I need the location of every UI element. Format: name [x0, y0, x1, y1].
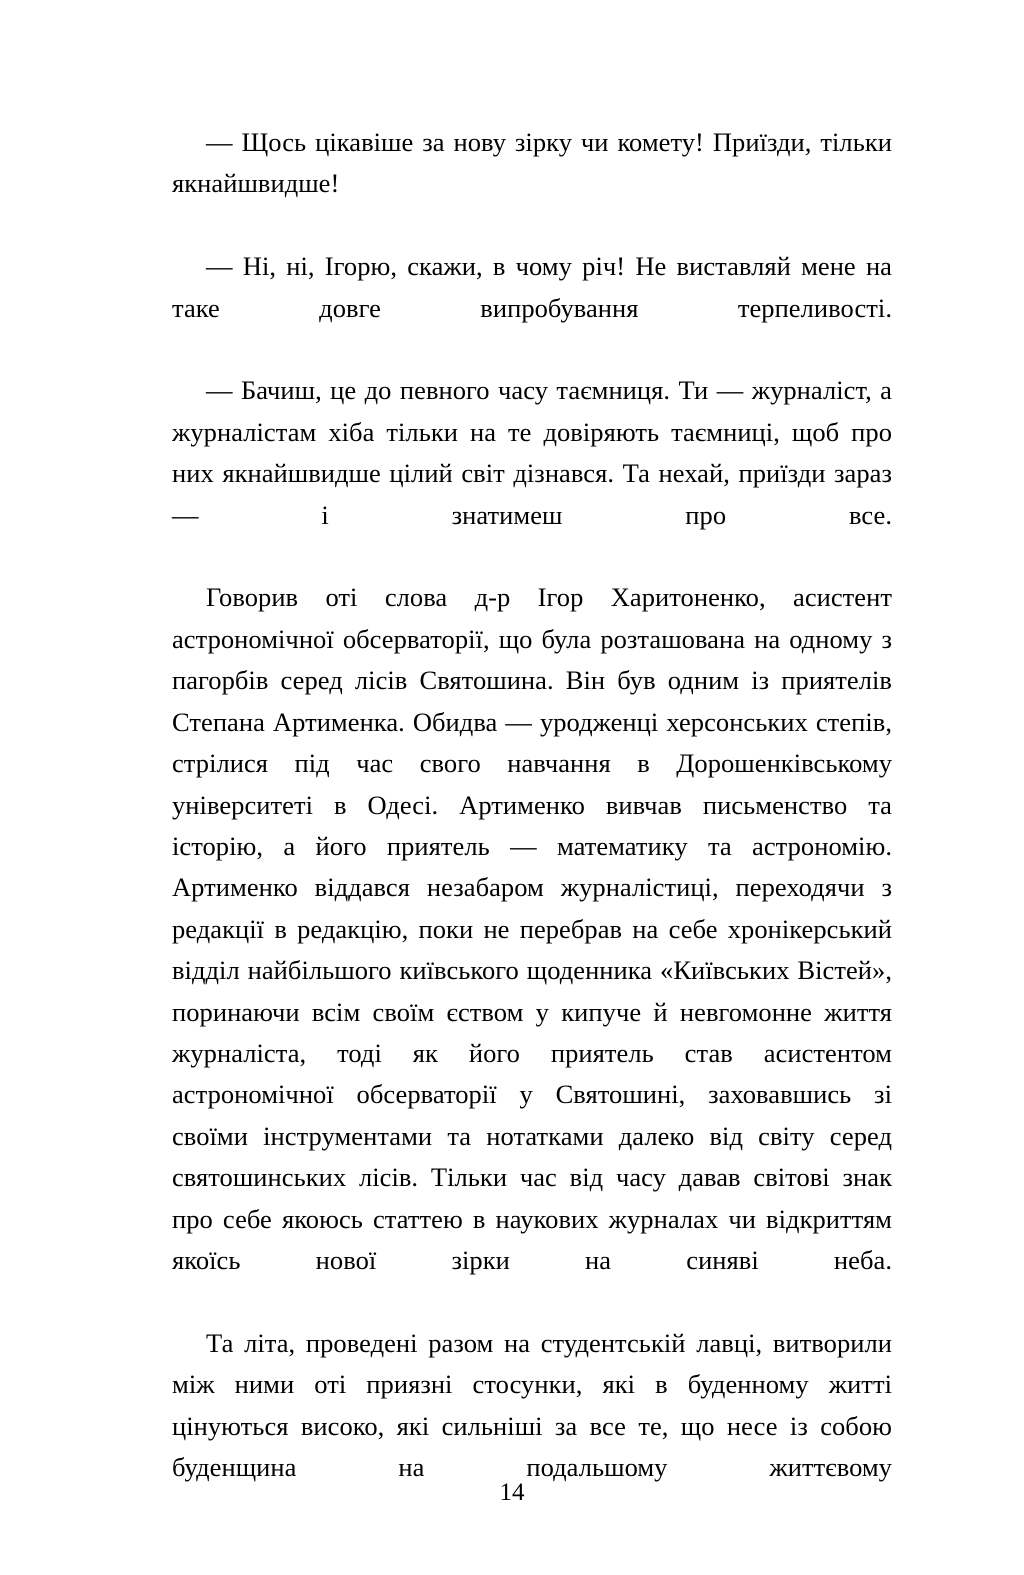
paragraph: — Ні, ні, Ігорю, скажи, в чому річ! Не виставляй мене на таке довге випробування терпеливості.: [172, 251, 892, 323]
paragraph: Та літа, проведені разом на студентській лавці, витворили між ними оті приязні стосунки, які в буденному житті цінуються високо, які сильніші за все те, що несе із собою буденщина на подальшому життєвому: [172, 1327, 892, 1482]
paragraph: — Бачиш, це до певного часу таємниця. Ти — журналіст, а журналістам хіба тільки на те довіряють таємниці, щоб про них якнайшвидше цілий світ дізнався. Та нехай, приїзди зараз — і знатимеш про все.: [172, 375, 892, 530]
page-number: 14: [499, 1479, 525, 1506]
page-text-block: [172, 122, 892, 1530]
paragraph: Говорив оті слова д-р Ігор Харитоненко, асистент астрономічної обсерваторії, що була розташована на одному з пагорбів серед лісів Святошина. Він був одним із приятелів Степана Артименка. Обидва — уродженці херсонських степів, стрілися під час свого навчання в Дорошенківському університеті в Одесі. Артименко вивчав письменство та історію, а його приятель — математику та астрономію. Артименко віддався незабаром журналістиці, переходячи з редакції в редакцію, поки не перебрав на себе хронікерський відділ найбільшого київського щоденника «Київських Вістей», поринаючи всім своїм єством у кипуче й невгомонне життя журналіста, тоді як його приятель став асистентом астрономічної обсерваторії у Святошині, заховавшись зі своїми інструментами та нотатками далеко від світу серед святошинських лісів. Тільки час від часу давав світові знак про себе якоюсь статтею в наукових журналах чи відкриттям якоїсь нової зірки на синяві неба.: [172, 582, 892, 1275]
paragraph: — Щось цікавіше за нову зірку чи комету! Приїзди, тільки якнайшвидше!: [172, 127, 892, 199]
